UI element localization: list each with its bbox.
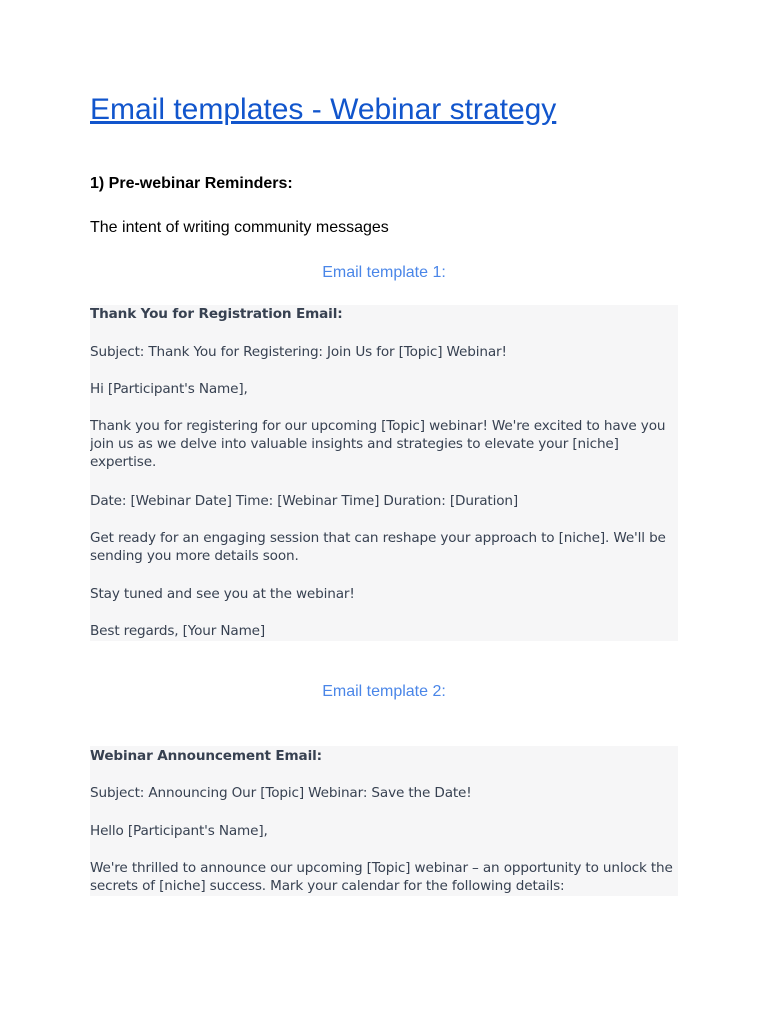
email-2-subject: Subject: Announcing Our [Topic] Webinar: Save the Date! (90, 785, 472, 801)
email-1-closing: Stay tuned and see you at the webinar! (90, 586, 355, 602)
section-heading: 1) Pre-webinar Reminders: (90, 175, 293, 192)
document-title[interactable]: Email templates - Webinar strategy (90, 93, 557, 126)
email-1-body: Thank you for registering for our upcoming [Topic] webinar! We're excited to have you join us as we delve into valuable insights and strategies to elevate your [niche] expertise. (90, 418, 666, 471)
email-2-greeting: Hello [Participant's Name], (90, 823, 268, 839)
email-1-signature: Best regards, [Your Name] (90, 623, 266, 639)
email-template-2 (90, 746, 678, 896)
template-1-heading: Email template 1: (322, 264, 446, 281)
email-1-greeting: Hi [Participant's Name], (90, 381, 248, 397)
email-1-subject: Subject: Thank You for Registering: Join Us for [Topic] Webinar! (90, 344, 507, 360)
email-1-followup: Get ready for an engaging session that can reshape your approach to [niche]. We'll be sending you more details soon. (90, 530, 666, 565)
email-1-details: Date: [Webinar Date] Time: [Webinar Time] Duration: [Duration] (90, 493, 519, 509)
template-2-heading: Email template 2: (322, 683, 446, 700)
email-template-1 (90, 305, 678, 641)
email-2-type: Webinar Announcement Email: (90, 748, 322, 764)
intro-text: The intent of writing community messages (90, 219, 389, 236)
email-1-type: Thank You for Registration Email: (90, 306, 343, 322)
email-2-body: We're thrilled to announce our upcoming [Topic] webinar – an opportunity to unlock the secrets of [niche] success. Mark your calendar for the following details: (90, 860, 673, 895)
